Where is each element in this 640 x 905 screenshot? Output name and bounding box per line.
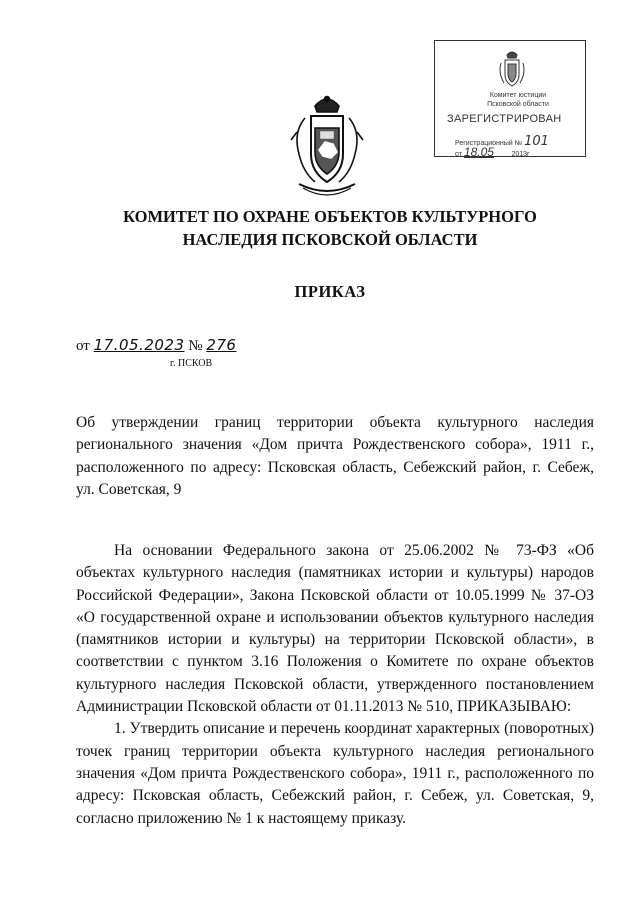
order-number-sign: № (188, 338, 203, 354)
order-city: г. ПСКОВ (170, 358, 213, 369)
stamp-org-line1: Комитет юстиции (489, 92, 547, 99)
registration-stamp (434, 40, 586, 157)
body-paragraph-2: 1. Утвердить описание и перечень координат характерных (поворотных) точек границ территории объекта культурного наследия регионального значения «Дом причта Рождественского собора», 1911 г., расположенного по адресу: Псковская область, Себежский район, г. Себеж, ул. Советская, 9, согласно приложению № 1 к настоящему приказу. (76, 720, 594, 827)
stamp-organization (463, 91, 573, 109)
stamp-date-line (455, 145, 530, 159)
document-type: ПРИКАЗ (294, 282, 366, 301)
stamp-org-line2: Псковской области (487, 101, 549, 108)
order-title: Об утверждении границ территории объекта культурного наследия регионального значения «Дом причта Рождественского собора», 1911 г., расположенного по адресу: Псковская область, Себежский район, г. Себеж, ул. Советская, 9 (76, 414, 594, 498)
stamp-date-prefix: от (455, 151, 462, 158)
committee-name (60, 205, 600, 251)
committee-line-2: НАСЛЕДИЯ ПСКОВСКОЙ ОБЛАСТИ (182, 230, 478, 249)
stamp-status: ЗАРЕГИСТРИРОВАН (447, 113, 562, 125)
order-body (76, 540, 594, 830)
committee-line-1: КОМИТЕТ ПО ОХРАНЕ ОБЪЕКТОВ КУЛЬТУРНОГО (123, 207, 537, 226)
body-paragraph-1: На основании Федерального закона от 25.06.2002 № 73-ФЗ «Об объектах культурного наследия (памятниках истории и культуры) народов Российской Федерации», Закона Псковской области от 10.05.1999 № 37-ОЗ «О государственной охране и использовании объектов культурного наследия (памятников истории и культуры) на территории Псковской области», в соответствии с пунктом 3.16 Положения о Комитете по охране объектов культурного наследия Псковской области, утвержденного постановлением Администрации Псковской области от 01.11.2013 № 510, ПРИКАЗЫВАЮ: (76, 542, 594, 716)
stamp-emblem-icon (497, 49, 527, 89)
stamp-year: 2013г (511, 151, 530, 158)
order-date-number (76, 336, 236, 355)
order-number: 276 (206, 336, 237, 354)
order-date-prefix: от (76, 338, 90, 354)
stamp-date: 18.05 (463, 145, 494, 159)
stamp-reg-number: 101 (524, 134, 549, 149)
coat-of-arms-icon (285, 92, 369, 202)
order-date: 17.05.2023 (93, 336, 185, 354)
stamp-reg-label: Регистрационный № (455, 140, 523, 147)
